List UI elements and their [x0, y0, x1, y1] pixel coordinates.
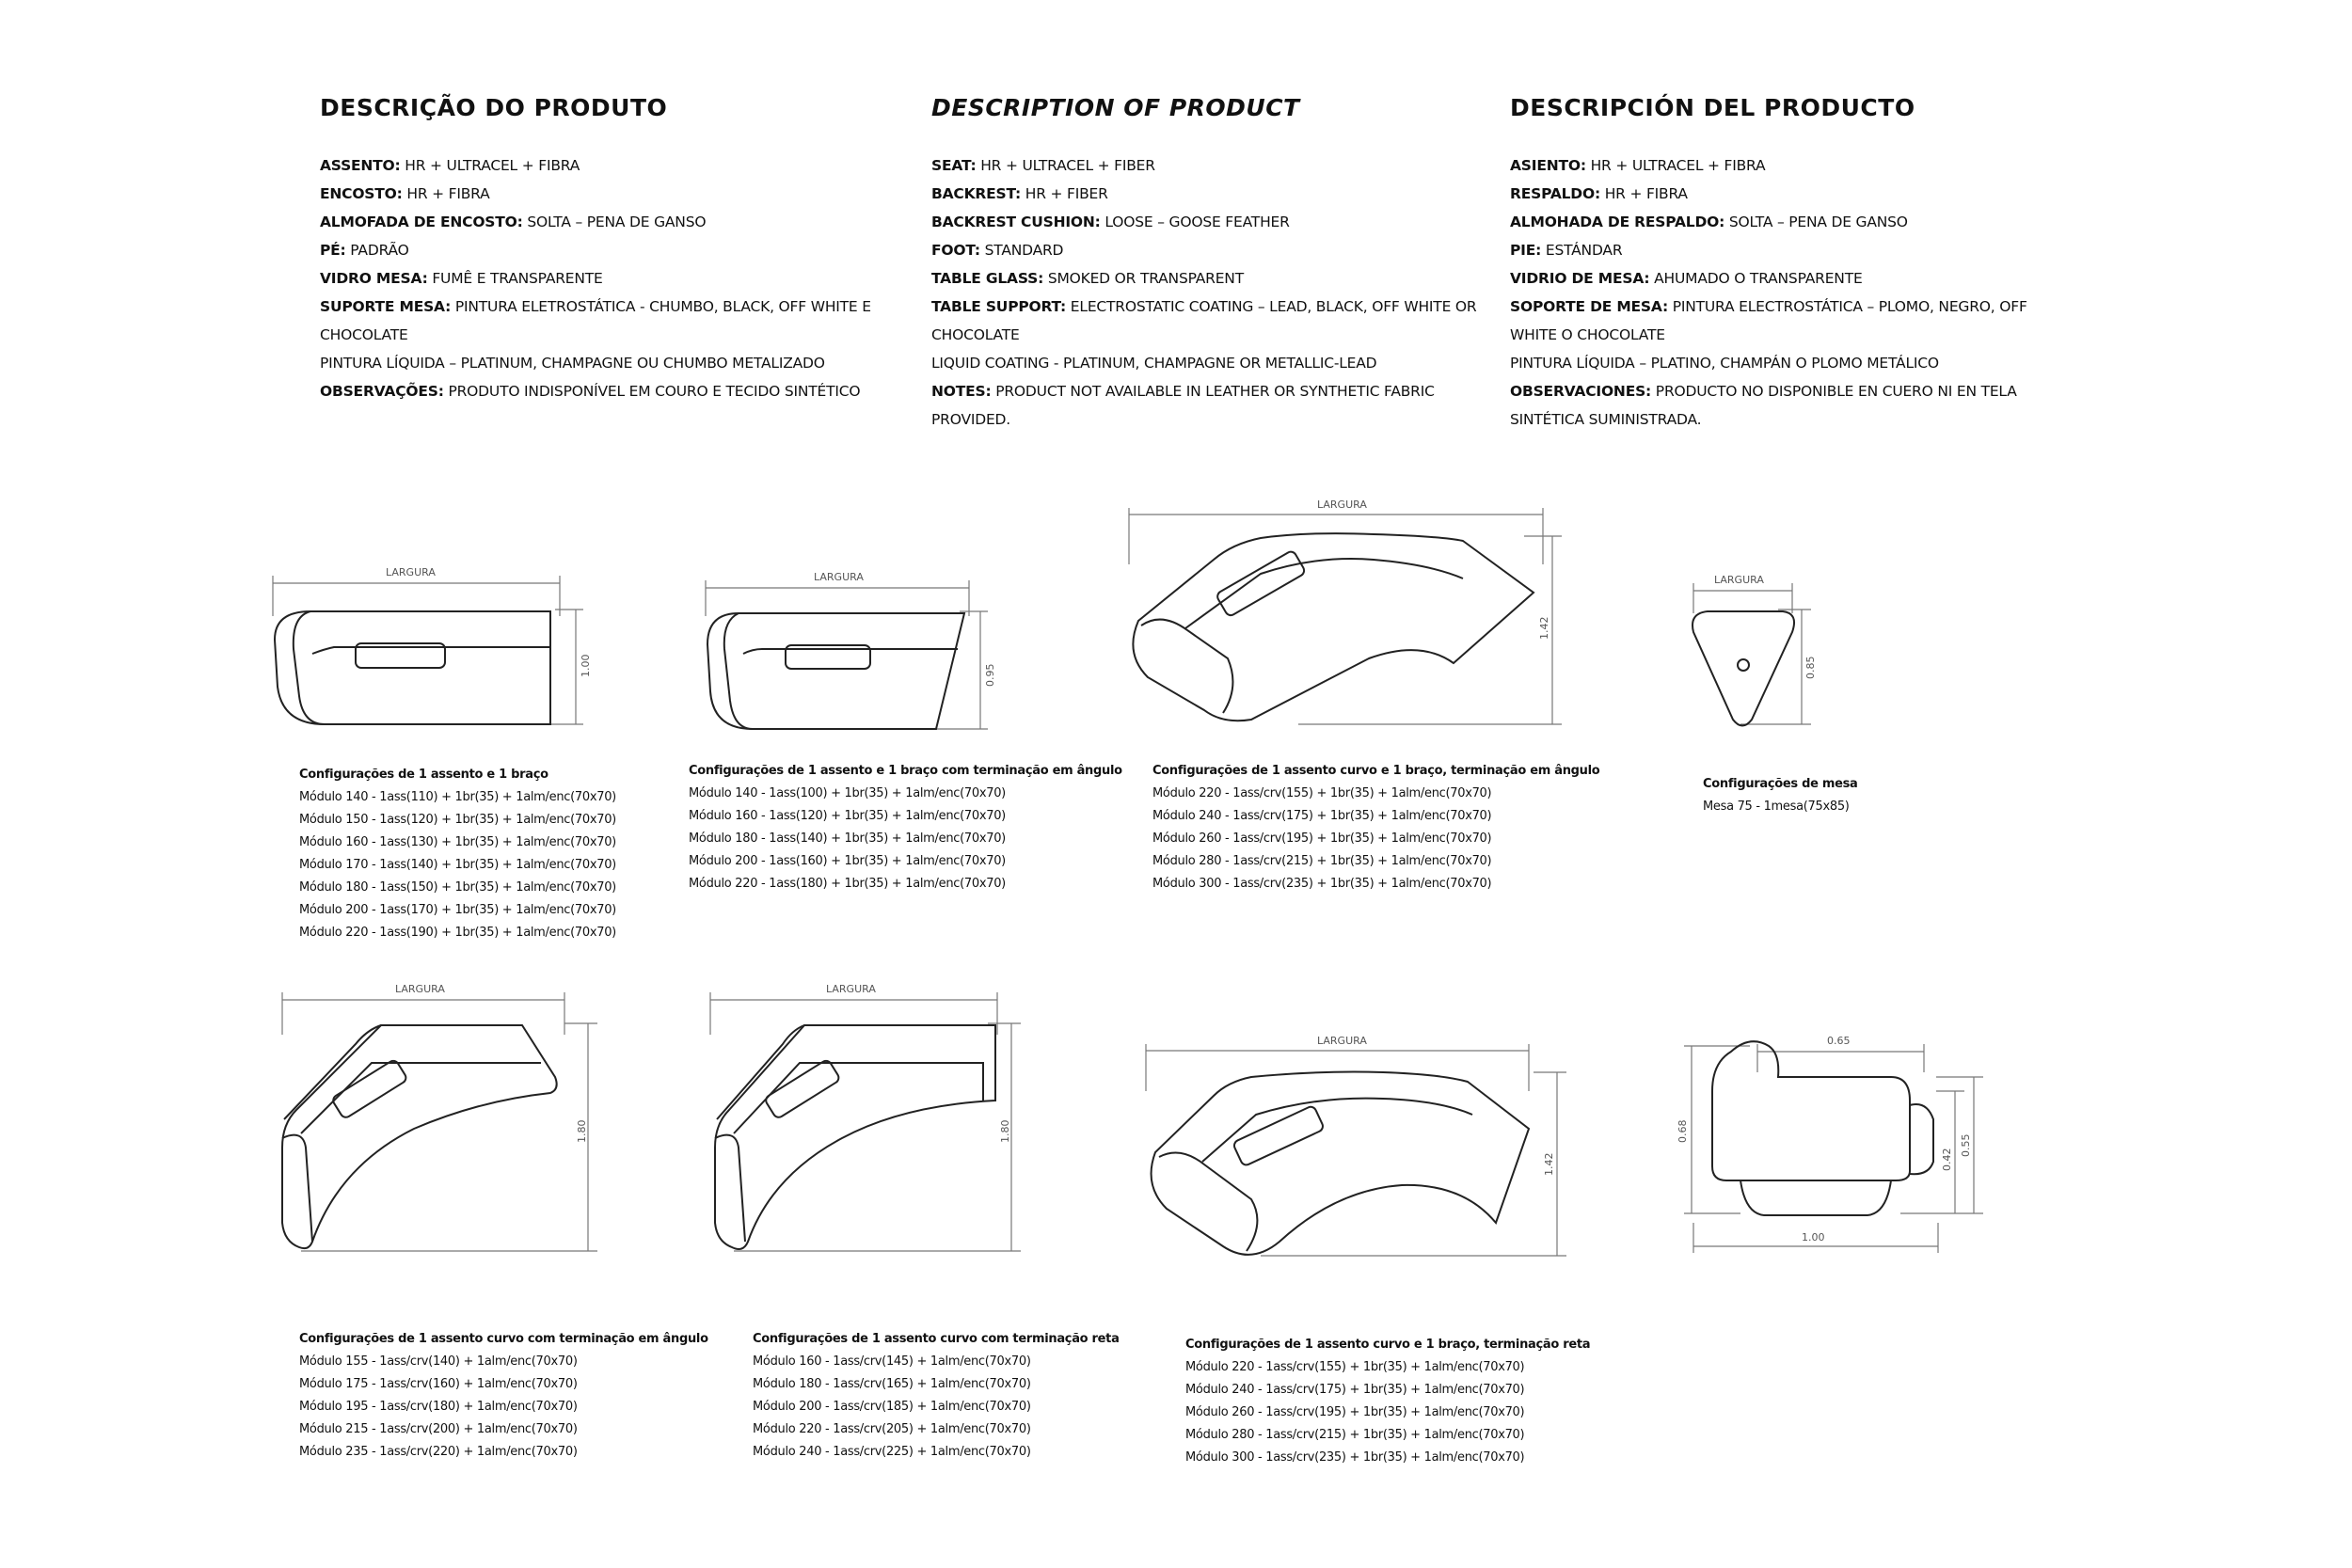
config-item: Módulo 150 - 1ass(120) + 1br(35) + 1alm/enc(70x70) [299, 813, 616, 827]
drawing-curved-straight [710, 983, 1021, 1251]
description-label: SOPORTE DE MESA: [1510, 298, 1668, 315]
description-label: VIDRIO DE MESA: [1510, 270, 1650, 287]
config-item: Módulo 240 - 1ass/crv(175) + 1br(35) + 1alm/enc(70x70) [1152, 809, 1492, 823]
description-es-title: DESCRIPCIÓN DEL PRODUCTO [1510, 94, 1915, 121]
dim-height-6: 1.80 [999, 1119, 1011, 1143]
description-value: CHOCOLATE [931, 326, 1020, 343]
drawing-side-elevation [1677, 1035, 1983, 1253]
dim-width-bottom: 1.00 [1802, 1231, 1825, 1243]
config-title: Configurações de 1 assento curvo e 1 braço, terminação em ângulo [1152, 764, 1600, 778]
config-1-seat-angled [689, 760, 1122, 895]
config-item: Módulo 220 - 1ass/crv(155) + 1br(35) + 1alm/enc(70x70) [1152, 786, 1492, 800]
description-value: PADRÃO [350, 242, 409, 259]
dim-height-left: 0.68 [1677, 1119, 1689, 1143]
description-label: ASSENTO: [320, 157, 401, 174]
config-item: Módulo 235 - 1ass/crv(220) + 1alm/enc(70x70) [299, 1445, 578, 1459]
description-label: ALMOFADA DE ENCOSTO: [320, 214, 523, 230]
description-label: TABLE SUPPORT: [931, 298, 1067, 315]
description-value: PINTURA LÍQUIDA – PLATINO, CHAMPÁN O PLOMO METÁLICO [1510, 355, 1939, 372]
dim-height-2: 0.95 [984, 663, 996, 687]
description-value: STANDARD [984, 242, 1064, 259]
config-item: Módulo 140 - 1ass(100) + 1br(35) + 1alm/enc(70x70) [689, 786, 1006, 800]
config-item: Módulo 280 - 1ass/crv(215) + 1br(35) + 1alm/enc(70x70) [1152, 854, 1492, 868]
config-item: Módulo 300 - 1ass/crv(235) + 1br(35) + 1alm/enc(70x70) [1152, 877, 1492, 891]
config-title: Configurações de 1 assento e 1 braço com terminação em ângulo [689, 764, 1122, 778]
description-value: SMOKED OR TRANSPARENT [1047, 270, 1244, 287]
drawing-angled-end [706, 571, 996, 729]
description-label: NOTES: [931, 383, 992, 400]
config-item: Módulo 215 - 1ass/crv(200) + 1alm/enc(70x70) [299, 1422, 578, 1436]
config-item: Módulo 260 - 1ass/crv(195) + 1br(35) + 1alm/enc(70x70) [1185, 1405, 1525, 1419]
config-item: Módulo 200 - 1ass(170) + 1br(35) + 1alm/enc(70x70) [299, 903, 616, 917]
drawing-curved-arm-straight [1146, 1035, 1566, 1256]
description-label: ASIENTO: [1510, 157, 1586, 174]
config-item: Módulo 220 - 1ass/crv(205) + 1alm/enc(70x70) [753, 1422, 1031, 1436]
description-value: HR + ULTRACEL + FIBRA [1590, 157, 1766, 174]
description-value: PRODUTO INDISPONÍVEL EM COURO E TECIDO SINTÉTICO [448, 383, 861, 400]
config-item: Módulo 155 - 1ass/crv(140) + 1alm/enc(70x70) [299, 1354, 578, 1369]
description-label: BACKREST CUSHION: [931, 214, 1101, 230]
drawing-curved-angled [282, 983, 597, 1251]
dim-largura-2: LARGURA [814, 571, 864, 583]
dim-height-4: 0.85 [1804, 656, 1817, 679]
drawing-straight-arm [273, 566, 592, 724]
config-item: Módulo 140 - 1ass(110) + 1br(35) + 1alm/enc(70x70) [299, 790, 616, 804]
description-value: PROVIDED. [931, 411, 1011, 428]
config-title: Configurações de 1 assento curvo e 1 braço, terminação reta [1185, 1338, 1591, 1352]
drawing-curved-arm-angled [1129, 499, 1562, 724]
config-item: Mesa 75 - 1mesa(75x85) [1703, 800, 1850, 814]
description-value: PRODUCT NOT AVAILABLE IN LEATHER OR SYNTHETIC FABRIC [995, 383, 1435, 400]
config-item: Módulo 160 - 1ass/crv(145) + 1alm/enc(70x70) [753, 1354, 1031, 1369]
description-label: OBSERVAÇÕES: [320, 383, 444, 400]
description-value: WHITE O CHOCOLATE [1510, 326, 1665, 343]
dim-largura-4: LARGURA [1714, 574, 1764, 586]
config-title: Configurações de 1 assento e 1 braço [299, 768, 548, 782]
dim-largura-3: LARGURA [1317, 499, 1367, 511]
config-item: Módulo 240 - 1ass/crv(225) + 1alm/enc(70x70) [753, 1445, 1031, 1459]
description-pt-title: DESCRIÇÃO DO PRODUTO [320, 94, 668, 121]
description-value: PINTURA ELECTROSTÁTICA – PLOMO, NEGRO, OFF [1672, 298, 2027, 315]
description-value: PRODUCTO NO DISPONIBLE EN CUERO NI EN TELA [1655, 383, 2017, 400]
description-value: ELECTROSTATIC COATING – LEAD, BLACK, OFF WHITE OR [1070, 298, 1477, 315]
description-value: PINTURA LÍQUIDA – PLATINUM, CHAMPAGNE OU CHUMBO METALIZADO [320, 355, 825, 372]
dim-height-arm: 0.55 [1960, 1133, 1972, 1157]
config-item: Módulo 220 - 1ass/crv(155) + 1br(35) + 1alm/enc(70x70) [1185, 1360, 1525, 1374]
description-en-title: DESCRIPTION OF PRODUCT [931, 94, 1300, 121]
description-value: HR + FIBRA [1604, 185, 1688, 202]
dim-largura-5: LARGURA [395, 983, 445, 995]
config-item: Módulo 160 - 1ass(130) + 1br(35) + 1alm/enc(70x70) [299, 835, 616, 849]
description-value: HR + ULTRACEL + FIBER [980, 157, 1155, 174]
description-label: ALMOHADA DE RESPALDO: [1510, 214, 1725, 230]
description-value: FUMÊ E TRANSPARENTE [432, 270, 603, 287]
config-item: Módulo 280 - 1ass/crv(215) + 1br(35) + 1alm/enc(70x70) [1185, 1428, 1525, 1442]
description-label: SUPORTE MESA: [320, 298, 452, 315]
description-value: LIQUID COATING - PLATINUM, CHAMPAGNE OR METALLIC-LEAD [931, 355, 1377, 372]
config-curved-arm-angled [1152, 760, 1599, 895]
config-title: Configurações de mesa [1703, 777, 1858, 791]
dim-largura-7: LARGURA [1317, 1035, 1367, 1047]
dim-height-7: 1.42 [1543, 1152, 1555, 1176]
config-1-seat-1-arm [299, 764, 616, 944]
description-value: ESTÁNDAR [1545, 242, 1623, 259]
description-label: PIE: [1510, 242, 1542, 259]
description-label: BACKREST: [931, 185, 1022, 202]
description-label: PÉ: [320, 242, 346, 259]
dim-largura-1: LARGURA [386, 566, 436, 578]
description-label: RESPALDO: [1510, 185, 1600, 202]
description-value: SOLTA – PENA DE GANSO [527, 214, 707, 230]
dim-height-1: 1.00 [580, 654, 592, 677]
config-title: Configurações de 1 assento curvo com terminação em ângulo [299, 1332, 708, 1346]
description-value: SOLTA – PENA DE GANSO [1728, 214, 1908, 230]
config-item: Módulo 175 - 1ass/crv(160) + 1alm/enc(70x70) [299, 1377, 578, 1391]
dim-height-5: 1.80 [576, 1119, 588, 1143]
config-item: Módulo 220 - 1ass(180) + 1br(35) + 1alm/enc(70x70) [689, 877, 1006, 891]
description-label: FOOT: [931, 242, 980, 259]
config-item: Módulo 240 - 1ass/crv(175) + 1br(35) + 1alm/enc(70x70) [1185, 1383, 1525, 1397]
config-item: Módulo 195 - 1ass/crv(180) + 1alm/enc(70x70) [299, 1400, 578, 1414]
config-item: Módulo 180 - 1ass(150) + 1br(35) + 1alm/enc(70x70) [299, 880, 616, 895]
config-item: Módulo 300 - 1ass/crv(235) + 1br(35) + 1alm/enc(70x70) [1185, 1450, 1525, 1465]
description-value: LOOSE – GOOSE FEATHER [1104, 214, 1290, 230]
config-curved-arm-straight [1185, 1334, 1590, 1469]
config-item: Módulo 180 - 1ass(140) + 1br(35) + 1alm/enc(70x70) [689, 832, 1006, 846]
drawing-table [1692, 574, 1817, 726]
dim-width-top: 0.65 [1827, 1035, 1851, 1047]
config-curved-straight [753, 1328, 1120, 1464]
dim-height-seat: 0.42 [1941, 1148, 1953, 1171]
config-curved-angled [299, 1328, 708, 1464]
description-label: TABLE GLASS: [931, 270, 1044, 287]
config-item: Módulo 200 - 1ass(160) + 1br(35) + 1alm/enc(70x70) [689, 854, 1006, 868]
config-table [1703, 773, 1858, 818]
config-item: Módulo 180 - 1ass/crv(165) + 1alm/enc(70x70) [753, 1377, 1031, 1391]
description-value: PINTURA ELETROSTÁTICA - CHUMBO, BLACK, OFF WHITE E [454, 298, 871, 315]
config-item: Módulo 260 - 1ass/crv(195) + 1br(35) + 1alm/enc(70x70) [1152, 832, 1492, 846]
description-label: SEAT: [931, 157, 977, 174]
config-item: Módulo 220 - 1ass(190) + 1br(35) + 1alm/enc(70x70) [299, 926, 616, 940]
description-label: VIDRO MESA: [320, 270, 428, 287]
description-label: OBSERVACIONES: [1510, 383, 1652, 400]
config-item: Módulo 160 - 1ass(120) + 1br(35) + 1alm/enc(70x70) [689, 809, 1006, 823]
description-value: SINTÉTICA SUMINISTRADA. [1510, 411, 1702, 428]
description-value: AHUMADO O TRANSPARENTE [1654, 270, 1863, 287]
description-value: HR + FIBER [1025, 185, 1108, 202]
description-value: HR + FIBRA [406, 185, 490, 202]
config-item: Módulo 200 - 1ass/crv(185) + 1alm/enc(70x70) [753, 1400, 1031, 1414]
config-item: Módulo 170 - 1ass(140) + 1br(35) + 1alm/enc(70x70) [299, 858, 616, 872]
dim-height-3: 1.42 [1538, 616, 1550, 640]
config-title: Configurações de 1 assento curvo com terminação reta [753, 1332, 1120, 1346]
description-label: ENCOSTO: [320, 185, 403, 202]
description-value: HR + ULTRACEL + FIBRA [405, 157, 580, 174]
description-value: CHOCOLATE [320, 326, 408, 343]
dim-largura-6: LARGURA [826, 983, 876, 995]
